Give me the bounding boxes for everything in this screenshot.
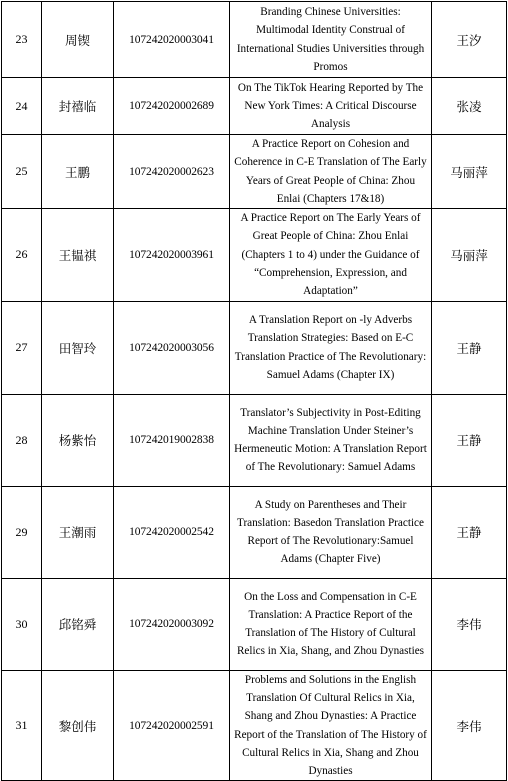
student-name: 田智玲 bbox=[42, 301, 114, 394]
thesis-title-cell bbox=[230, 78, 432, 135]
thesis-title-cell bbox=[230, 486, 432, 578]
thesis-title: A Translation Report on -ly Adverbs Translation Strategies: Based on E-C Translation Practice of The Revolutionary: Samuel Adams (Chapter IX) bbox=[234, 314, 427, 381]
thesis-title-cell bbox=[230, 209, 432, 301]
row-number: 24 bbox=[2, 78, 42, 135]
row-number: 28 bbox=[2, 394, 42, 486]
thesis-list-table bbox=[1, 1, 507, 781]
table-row bbox=[2, 394, 507, 486]
row-number: 23 bbox=[2, 2, 42, 78]
student-name: 封禧临 bbox=[42, 78, 114, 135]
thesis-title: A Practice Report on The Early Years of Great People of China: Zhou Enlai (Chapters 1 to 4) under the Guidance of “Comprehension, Expression, and Adaptation” bbox=[240, 212, 421, 298]
thesis-title-cell bbox=[230, 135, 432, 209]
supervisor-name: 王静 bbox=[432, 486, 507, 578]
thesis-title-cell bbox=[230, 2, 432, 78]
table-row bbox=[2, 670, 507, 781]
table-row bbox=[2, 2, 507, 78]
supervisor-name: 王汐 bbox=[432, 2, 507, 78]
table-row bbox=[2, 301, 507, 394]
table-row bbox=[2, 135, 507, 209]
supervisor-name: 王静 bbox=[432, 301, 507, 394]
thesis-title: A Practice Report on Cohesion and Coherence in C-E Translation of The Early Years of Great People of China: Zhou Enlai (Chapters 17&18) bbox=[234, 138, 427, 205]
row-number: 27 bbox=[2, 301, 42, 394]
student-id: 107242020003092 bbox=[114, 578, 230, 670]
student-id: 107242020002542 bbox=[114, 486, 230, 578]
row-number: 26 bbox=[2, 209, 42, 301]
table-row bbox=[2, 486, 507, 578]
student-name: 杨紫怡 bbox=[42, 394, 114, 486]
thesis-title-cell bbox=[230, 394, 432, 486]
thesis-title: Branding Chinese Universities: Multimodal Identity Construal of International Studies Universities through Promos bbox=[236, 5, 425, 73]
student-id: 107242020003056 bbox=[114, 301, 230, 394]
student-name: 邱铭舜 bbox=[42, 578, 114, 670]
thesis-title: A Study on Parentheses and Their Translation: Basedon Translation Practice Report of The Revolutionary:Samuel Adams (Chapter Five) bbox=[237, 498, 424, 566]
student-name: 周锲 bbox=[42, 2, 114, 78]
thesis-title-cell bbox=[230, 670, 432, 781]
thesis-title: Translator’s Subjectivity in Post-Editing Machine Translation Under Steiner’s Hermeneutic Motion: A Translation Report of The Revolutionary: Samuel Adams bbox=[234, 406, 427, 474]
row-number: 25 bbox=[2, 135, 42, 209]
thesis-title: On the Loss and Compensation in C-E Translation: A Practice Report of the Translation of The History of Cultural Relics in Xia, Shang, and Zhou Dynasties bbox=[236, 590, 425, 658]
table-row bbox=[2, 209, 507, 301]
supervisor-name: 王静 bbox=[432, 394, 507, 486]
thesis-title: On The TikTok Hearing Reported by The New York Times: A Critical Discourse Analysis bbox=[237, 81, 424, 131]
student-id: 107242019002838 bbox=[114, 394, 230, 486]
supervisor-name: 马丽萍 bbox=[432, 135, 507, 209]
supervisor-name: 马丽萍 bbox=[432, 209, 507, 301]
student-name: 王韫祺 bbox=[42, 209, 114, 301]
student-id: 107242020003041 bbox=[114, 2, 230, 78]
table-row bbox=[2, 78, 507, 135]
supervisor-name: 张凌 bbox=[432, 78, 507, 135]
student-id: 107242020002689 bbox=[114, 78, 230, 135]
student-name: 王潮雨 bbox=[42, 486, 114, 578]
thesis-title: Problems and Solutions in the English Translation Of Cultural Relics in Xia, Shang and Zhou Dynasties: A Practice Report of the Translation of The History of Cultural Relics in Xia, Shang and Zhou Dynasties bbox=[234, 673, 427, 778]
supervisor-name: 李伟 bbox=[432, 670, 507, 781]
student-id: 107242020002623 bbox=[114, 135, 230, 209]
row-number: 29 bbox=[2, 486, 42, 578]
row-number: 30 bbox=[2, 578, 42, 670]
table-row bbox=[2, 578, 507, 670]
student-name: 黎创伟 bbox=[42, 670, 114, 781]
thesis-title-cell bbox=[230, 578, 432, 670]
thesis-title-cell bbox=[230, 301, 432, 394]
student-id: 107242020003961 bbox=[114, 209, 230, 301]
student-name: 王鹏 bbox=[42, 135, 114, 209]
student-id: 107242020002591 bbox=[114, 670, 230, 781]
row-number: 31 bbox=[2, 670, 42, 781]
supervisor-name: 李伟 bbox=[432, 578, 507, 670]
